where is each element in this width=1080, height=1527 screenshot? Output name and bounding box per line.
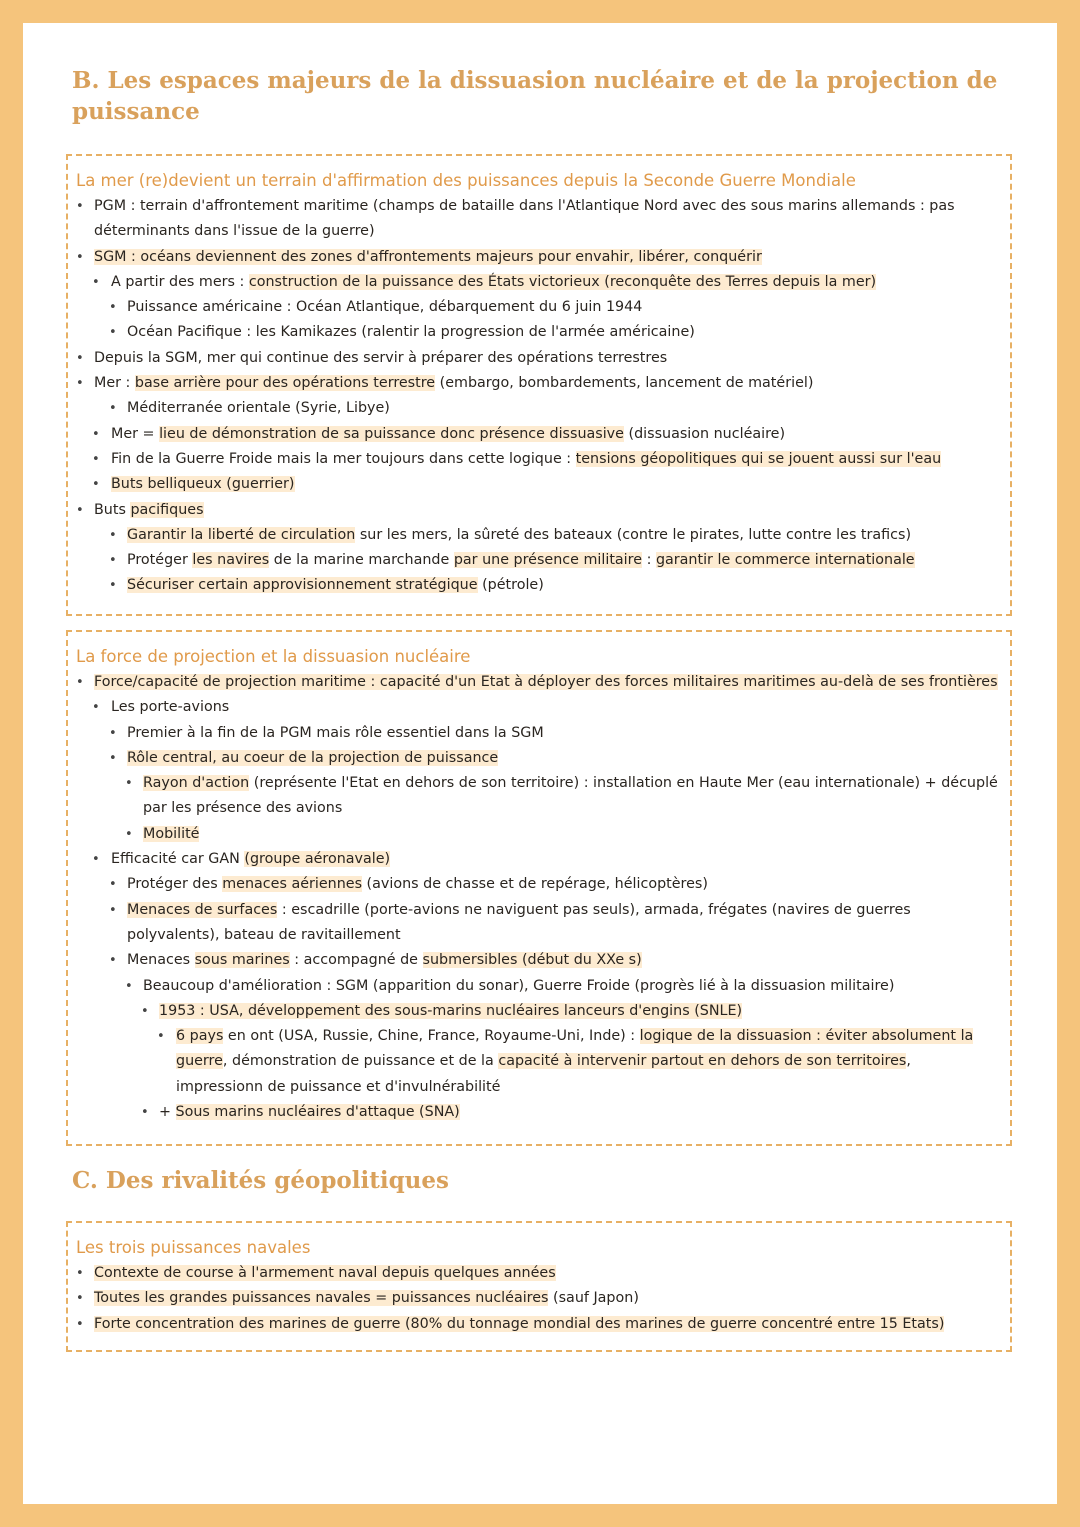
bullet-icon: • [76,1316,84,1332]
box-title: La force de projection et la dissuasion nucléaire [76,647,471,666]
bullet-text [127,523,1000,548]
bullet-text [94,346,1000,371]
highlighted-text: (groupe aéronavale) [244,851,391,868]
bullet-item [68,1261,1010,1286]
bullet-item [68,472,1010,497]
bullet-text [127,396,1000,421]
bullet-list [68,670,1010,1125]
highlighted-text: 6 pays [176,1028,224,1045]
text-segment: Menaces [127,952,195,969]
bullet-icon: • [92,274,100,290]
bullet-icon: • [92,700,100,716]
bullet-list [68,194,1010,599]
highlighted-text: menaces aériennes [222,876,363,893]
bullet-item [68,695,1010,720]
bullet-icon: • [92,451,100,467]
bullet-item [68,1312,1010,1337]
bullet-item [68,1024,1010,1100]
bullet-icon: • [76,376,84,392]
text-segment: PGM : terrain d'affrontement maritime (champs de bataille dans l'Atlantique Nord avec des sous marins allemands : pas déterminants dans l'issue de la guerre) [94,198,955,240]
highlighted-text: par une présence militaire [453,552,643,569]
bullet-text [127,295,1000,320]
bullet-text [94,1261,1000,1286]
bullet-icon: • [76,1266,84,1281]
bullet-text [111,422,1000,447]
highlighted-text: logique de la dissuasion : éviter absolument la guerre [176,1028,974,1070]
text-segment: Fin de la Guerre Froide mais la mer toujours dans cette logique : [111,450,576,467]
bullet-item [68,573,1010,598]
box-title: La mer (re)devient un terrain d'affirmation des puissances depuis la Seconde Guerre Mondiale [76,171,856,190]
bullet-icon: • [109,325,117,341]
text-segment: sur les mers, la sûreté des bateaux (contre le pirates, lutte contre les trafics) [355,526,912,543]
section-b-title: B. Les espaces majeurs de la dissuasion nucléaire et de la projection de puissance [72,67,998,125]
highlighted-text: Buts belliqueux (guerrier) [111,476,295,493]
bullet-icon: • [92,477,100,493]
bullet-icon: • [109,877,117,893]
bullet-item [68,847,1010,872]
highlighted-text: capacité à intervenir partout en dehors de son territoires [498,1053,907,1070]
highlighted-text: construction de la puissance des États victorieux (reconquête des Terres depuis la mer) [248,273,877,290]
bullet-item [68,822,1010,847]
bullet-item [68,295,1010,320]
highlighted-text: Sécuriser certain approvisionnement stratégique [127,577,478,594]
section-c-title: C. Des rivalités géopolitiques [72,1167,449,1194]
bullet-icon: • [76,199,84,214]
highlighted-text: submersibles (début du XXe s) [422,952,642,969]
bullet-text [127,872,1000,897]
text-segment: Les porte-avions [111,699,230,716]
bullet-text [127,721,1000,746]
bullet-item [68,948,1010,973]
bullet-text [111,695,1000,720]
text-segment: : escadrille (porte-avions ne naviguent pas seuls), armada, frégates (navires de guerres polyvalents), bateau de ravitaillement [127,901,911,943]
bullet-item [68,396,1010,421]
bullet-text [94,1286,1000,1311]
highlighted-text: Mobilité [143,825,200,842]
bullet-item [68,872,1010,897]
text-segment: + [159,1104,176,1121]
bullet-text [94,1312,1000,1337]
bullet-item [68,999,1010,1024]
bullet-text [94,245,1000,270]
bullet-item [68,548,1010,573]
text-segment: Puissance américaine : Océan Atlantique, débarquement du 6 juin 1944 [127,299,643,316]
bullet-icon: • [157,1029,165,1045]
bullet-item [68,346,1010,371]
bullet-item [68,771,1010,822]
text-segment: Protéger [127,552,193,569]
text-segment: Beaucoup d'amélioration : SGM (apparition du sonar), Guerre Froide (progrès lié à la dissuasion militaire) [143,977,895,994]
text-segment: : [642,552,656,569]
highlighted-text: Rôle central, au coeur de la projection de puissance [127,749,499,766]
text-segment: de la marine marchande [269,552,454,569]
highlighted-text: base arrière pour des opérations terrestre [134,375,436,392]
bullet-icon: • [109,750,117,766]
bullet-icon: • [76,249,84,265]
bullet-icon: • [92,426,100,442]
bullet-item [68,270,1010,295]
bullet-text [143,822,1000,847]
text-segment: Protéger des [127,876,223,893]
box-sea-affirmation [66,154,1012,616]
text-segment: Mer = [111,425,160,442]
highlighted-text: Force/capacité de projection maritime : capacité d'un Etat à déployer des forces militaires maritimes au-delà de ses frontières [94,674,998,690]
bullet-item [68,721,1010,746]
bullet-text [111,472,1000,497]
bullet-item [68,245,1010,270]
text-segment: : accompagné de [289,952,423,969]
highlighted-text: Garantir la liberté de circulation [127,526,356,543]
bullet-text [94,194,1000,245]
bullet-icon: • [76,675,84,690]
highlighted-text: Menaces de surfaces [127,901,278,918]
text-segment: Buts [94,501,131,518]
bullet-item [68,422,1010,447]
bullet-item [68,498,1010,523]
text-segment: Méditerranée orientale (Syrie, Libye) [127,400,390,417]
text-segment: (sauf Japon) [548,1290,639,1307]
highlighted-text: 1953 : USA, développement des sous-marins nucléaires lanceurs d'engins (SNLE) [159,1002,743,1019]
bullet-text [94,371,1000,396]
bullet-item [68,194,1010,245]
bullet-icon: • [76,502,84,518]
highlighted-text: tensions géopolitiques qui se jouent aussi sur l'eau [575,450,942,467]
text-segment: (avions de chasse et de repérage, hélicoptères) [362,876,708,893]
text-segment: (représente l'Etat en dehors de son territoire) : installation en Haute Mer (eau internationale) + décuplé par les présence des avions [143,775,998,817]
highlighted-text: les navires [192,552,270,569]
highlighted-text: garantir le commerce internationale [655,552,915,569]
bullet-icon: • [125,826,133,842]
bullet-text [159,1100,1000,1125]
bullet-icon: • [109,725,117,741]
highlighted-text: SGM : océans deviennent des zones d'affrontements majeurs pour envahir, libérer, conquérir [94,248,762,265]
text-segment: A partir des mers : [111,273,249,290]
highlighted-text: Rayon d'action [143,775,250,792]
bullet-text [127,548,1000,573]
bullet-icon: • [109,953,117,969]
bullet-icon: • [76,350,84,366]
bullet-text [94,670,1000,695]
highlighted-text: lieu de démonstration de sa puissance donc présence dissuasive [159,425,624,442]
bullet-text [127,898,1000,949]
text-segment: Efficacité car GAN [111,851,245,868]
text-segment: , démonstration de puissance et de la [222,1053,499,1070]
bullet-item [68,898,1010,949]
text-segment: , impressionn de puissance et d'invulnérabilité [176,1053,911,1095]
box-force-projection [66,630,1012,1146]
highlighted-text: pacifiques [130,501,204,518]
bullet-icon: • [109,578,117,594]
text-segment: (embargo, bombardements, lancement de matériel) [435,375,814,392]
bullet-icon: • [76,1291,84,1307]
text-segment: (pétrole) [477,577,544,594]
text-segment: (dissuasion nucléaire) [623,425,786,442]
bullet-text [127,320,1000,345]
bullet-icon: • [125,978,133,994]
bullet-text [111,447,1000,472]
bullet-text [143,771,1000,822]
highlighted-text: sous marines [194,952,290,969]
bullet-text [143,974,1000,999]
text-segment: en ont (USA, Russie, Chine, France, Royaume-Uni, Inde) : [223,1028,640,1045]
bullet-item [68,447,1010,472]
highlighted-text: Sous marins nucléaires d'attaque (SNA) [175,1104,460,1121]
bullet-item [68,371,1010,396]
notes-page [23,23,1057,1504]
text-segment: Mer : [94,375,135,392]
bullet-icon: • [141,1105,149,1121]
bullet-icon: • [92,852,100,868]
highlighted-text: Contexte de course à l'armement naval depuis quelques années [94,1265,556,1281]
bullet-icon: • [109,401,117,417]
bullet-text [111,270,1000,295]
bullet-item [68,1286,1010,1311]
bullet-text [94,498,1000,523]
bullet-item [68,1100,1010,1125]
bullet-text [127,573,1000,598]
bullet-item [68,746,1010,771]
bullet-icon: • [109,902,117,918]
bullet-text [127,948,1000,973]
highlighted-text: Forte concentration des marines de guerre (80% du tonnage mondial des marines de guerre concentré entre 15 Etats) [94,1315,945,1332]
bullet-text [111,847,1000,872]
bullet-icon: • [109,553,117,569]
text-segment: Premier à la fin de la PGM mais rôle essentiel dans la SGM [127,724,544,741]
text-segment: Depuis la SGM, mer qui continue des servir à préparer des opérations terrestres [94,349,668,366]
bullet-item [68,320,1010,345]
highlighted-text: Toutes les grandes puissances navales = puissances nucléaires [94,1290,549,1307]
box-title: Les trois puissances navales [76,1238,311,1257]
bullet-text [127,746,1000,771]
bullet-icon: • [109,300,117,316]
bullet-icon: • [125,776,133,792]
bullet-icon: • [109,527,117,543]
bullet-list [68,1261,1010,1337]
bullet-text [159,999,1000,1024]
text-segment: Océan Pacifique : les Kamikazes (ralentir la progression de l'armée américaine) [127,324,695,341]
bullet-item [68,670,1010,695]
box-naval-powers [66,1221,1012,1352]
bullet-item [68,523,1010,548]
bullet-item [68,974,1010,999]
bullet-icon: • [141,1003,149,1019]
bullet-text [176,1024,1000,1100]
